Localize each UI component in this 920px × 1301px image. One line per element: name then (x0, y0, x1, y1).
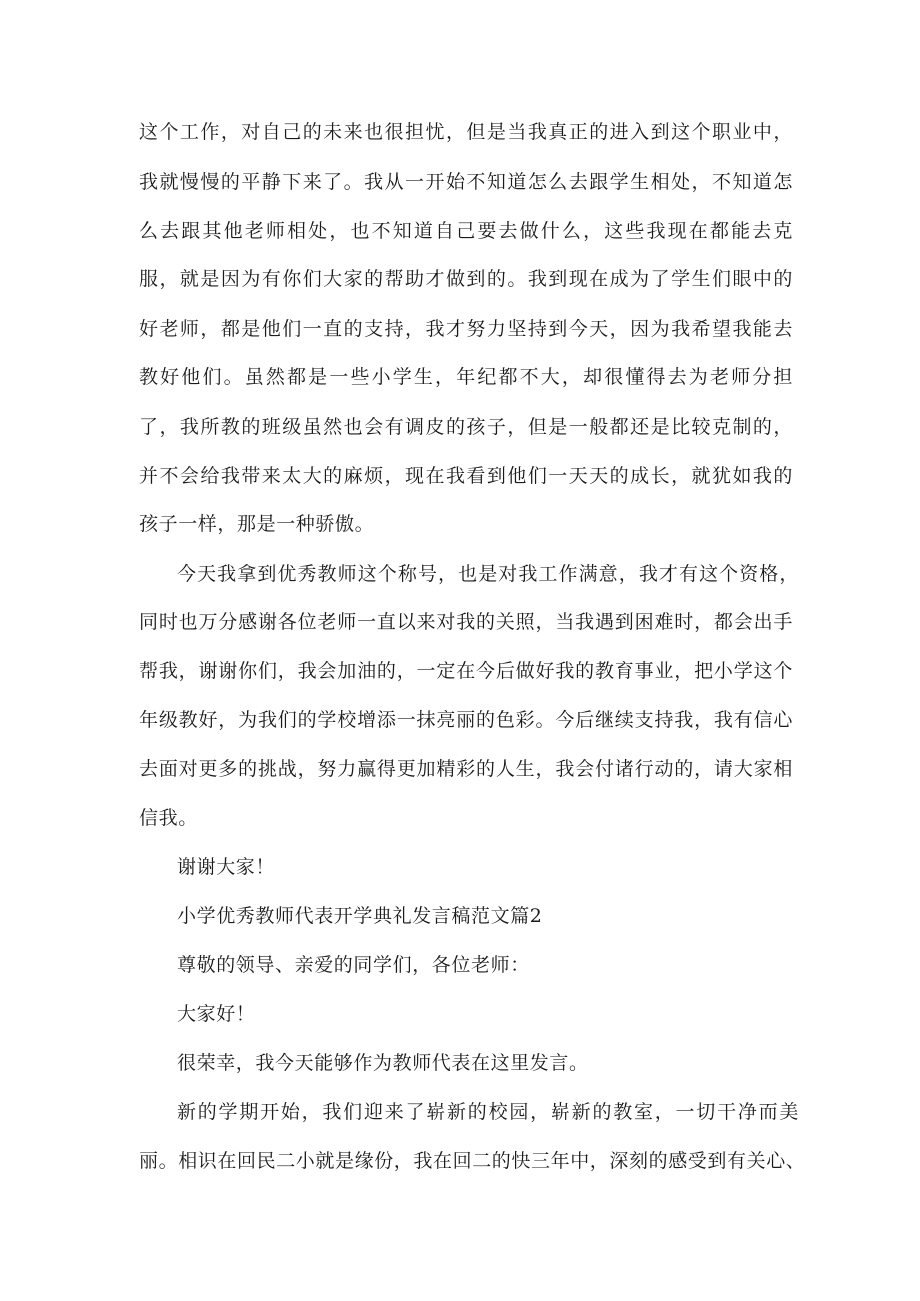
text-line: 丽。相识在回民二小就是缘份，我在回二的快三年中，深刻的感受到有关心、 (139, 1150, 806, 1172)
text-line: 教好他们。虽然都是一些小学生，年纪都不大，却很懂得去为老师分担 (139, 366, 793, 388)
text-line: 信我。 (139, 807, 198, 829)
text-line: 新的学期开始，我们迎来了崭新的校园，崭新的教室，一切干净而美 (177, 1101, 799, 1123)
intro-line: 很荣幸，我今天能够作为教师代表在这里发言。 (177, 1052, 589, 1074)
text-line: 了，我所教的班级虽然也会有调皮的孩子，但是一般都还是比较克制的， (139, 416, 793, 438)
text-line: 去面对更多的挑战，努力赢得更加精彩的人生，我会付诸行动的，请大家相 (139, 758, 793, 780)
text-line: 我就慢慢的平静下来了。我从一开始不知道怎么去跟学生相处，不知道怎 (139, 171, 793, 193)
text-line: 好老师，都是他们一直的支持，我才努力坚持到今天，因为我希望我能去 (139, 318, 793, 340)
text-line: 年级教好，为我们的学校增添一抹亮丽的色彩。今后继续支持我，我有信心 (139, 709, 793, 731)
salutation: 尊敬的领导、亲爱的同学们，各位老师： (177, 954, 530, 976)
section-title: 小学优秀教师代表开学典礼发言稿范文篇2 (177, 905, 543, 927)
text-line: 今天我拿到优秀教师这个称号，也是对我工作满意，我才有这个资格， (177, 563, 799, 585)
text-line: 同时也万分感谢各位老师一直以来对我的关照，当我遇到困难时，都会出手 (139, 611, 793, 633)
text-line: 帮我，谢谢你们，我会加油的，一定在今后做好我的教育事业，把小学这个 (139, 660, 793, 682)
thanks-line: 谢谢大家！ (177, 856, 276, 878)
greeting: 大家好！ (177, 1003, 256, 1025)
text-line: 服，就是因为有你们大家的帮助才做到的。我到现在成为了学生们眼中的 (139, 268, 793, 290)
text-line: 孩子一样，那是一种骄傲。 (139, 513, 375, 535)
text-line: 这个工作，对自己的未来也很担忧，但是当我真正的进入到这个职业中， (139, 121, 793, 143)
text-line: 并不会给我带来太大的麻烦，现在我看到他们一天天的成长，就犹如我的 (139, 465, 793, 487)
text-line: 么去跟其他老师相处，也不知道自己要去做什么，这些我现在都能去克 (139, 220, 793, 242)
